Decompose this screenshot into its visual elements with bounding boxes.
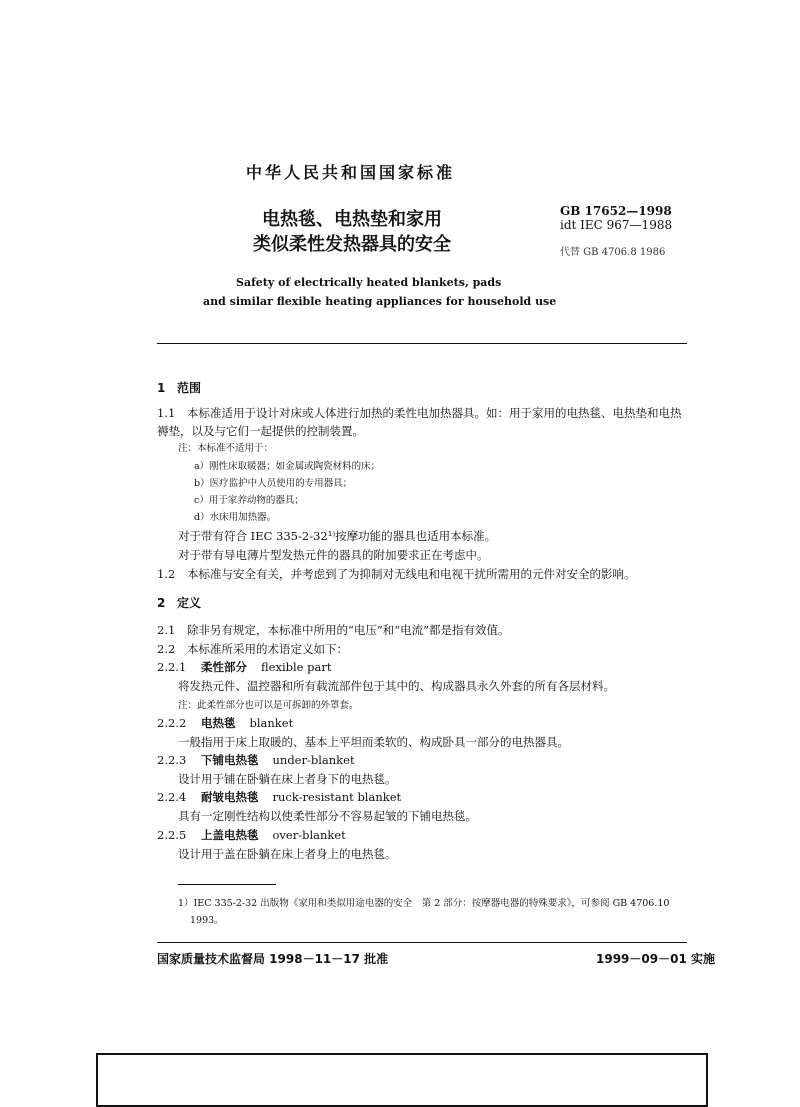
footnote-line2: 1993。 (190, 915, 224, 926)
standard-heading: 中华人民共和国国家标准 (246, 163, 456, 182)
issued-date: 国家质量技术监督局 1998－11－17 批准 (157, 952, 389, 966)
clause-text: 对于带有符合 IEC 335-2-32¹⁾按摩功能的器具也适用本标准。 (178, 529, 497, 543)
clause-text: 注：本标准不适用于： (178, 443, 274, 454)
clause-text: 注：此柔性部分也可以是可拆卸的外罩套。 (178, 700, 359, 711)
clause-number: 1.1 (157, 406, 176, 420)
body-line (157, 659, 331, 675)
body-line (178, 528, 496, 544)
body-line (178, 808, 477, 824)
clause-text: 具有一定刚性结构以使柔性部分不容易起皱的下铺电热毯。 (178, 809, 477, 823)
body-line (157, 594, 201, 611)
clause-text: c）用于家养动物的器具； (194, 495, 304, 506)
clause-text: 一般指用于床上取暖的、基本上平坦而柔软的、构成卧具一部分的电热器具。 (178, 735, 569, 749)
body-line (157, 379, 201, 396)
body-line (157, 789, 401, 805)
body-line (178, 734, 569, 750)
clause-text: 设计用于盖在卧躺在床上者身上的电热毯。 (178, 847, 397, 861)
body-line (178, 697, 359, 711)
clause-text: 褥垫，以及与它们一起提供的控制装置。 (157, 424, 364, 438)
clause-number: 2.2.3 (157, 753, 187, 767)
clause-text: d）水床用加热器。 (194, 512, 277, 523)
footnote-divider (178, 884, 276, 885)
title-en-line2: and similar flexible heating appliances for household use (203, 295, 557, 308)
effective-date: 1999－09－01 实施 (596, 952, 715, 966)
clause-text: 下铺电热毯 (201, 753, 259, 767)
body-line (178, 547, 489, 563)
term-english: over-blanket (272, 828, 346, 842)
clause-number: 2.2.5 (157, 828, 187, 842)
body-line (178, 771, 397, 787)
standard-code (560, 204, 672, 232)
clause-text: 上盖电热毯 (201, 828, 259, 842)
replaces-note: 代替 GB 4706.8 1986 (560, 247, 666, 258)
frame-box (96, 1053, 708, 1107)
body-line (194, 509, 276, 523)
bottom-divider (157, 942, 687, 943)
body-line (157, 715, 293, 731)
clause-text: 范围 (177, 381, 202, 395)
body-line (194, 475, 352, 489)
body-line (157, 566, 636, 582)
body-line (178, 846, 397, 862)
body-line (194, 492, 304, 506)
title-en-line1: Safety of electrically heated blankets, pads (236, 276, 502, 289)
title-zh-line2: 类似柔性发热器具的安全 (253, 234, 451, 255)
standard-equivalence: idt IEC 967—1988 (560, 218, 673, 232)
clause-text: 本标准与安全有关，并考虑到了为抑制对无线电和电视干扰所需用的元件对安全的影响。 (187, 567, 636, 581)
clause-text: b）医疗监护中人员使用的专用器具； (194, 478, 353, 489)
clause-text: 柔性部分 (201, 660, 247, 674)
clause-text: 耐皱电热毯 (201, 790, 259, 804)
term-english: under-blanket (272, 753, 355, 767)
body-line (178, 678, 615, 694)
clause-number: 1 (157, 381, 166, 395)
body-line (157, 827, 346, 843)
term-english: blanket (249, 716, 294, 730)
clause-number: 2.2.4 (157, 790, 187, 804)
clause-number: 2.1 (157, 623, 176, 637)
clause-text: 定义 (177, 596, 202, 610)
body-line (157, 752, 355, 768)
body-line (157, 641, 348, 657)
footnote-line1: 1）IEC 335-2-32 出版物《家用和类似用途电器的安全 第 2 部分：按摩器电器的特殊要求》，可参阅 GB 4706.10 (178, 898, 670, 909)
clause-text: 本标准所采用的术语定义如下： (187, 642, 348, 656)
top-divider (157, 343, 687, 344)
clause-text: 将发热元件、温控器和所有载流部件包于其中的、构成器具永久外套的所有各层材料。 (178, 679, 615, 693)
title-zh-line1: 电热毯、电热垫和家用 (262, 209, 442, 230)
clause-number: 1.2 (157, 567, 176, 581)
body-line (157, 622, 510, 638)
clause-number: 2.2.2 (157, 716, 187, 730)
clause-text: 本标准适用于设计对床或人体进行加热的柔性电加热器具。如：用于家用的电热毯、电热垫和电热 (187, 406, 682, 420)
body-line (194, 458, 380, 472)
body-line (157, 423, 364, 439)
clause-text: 除非另有规定，本标准中所用的“电压”和“电流”都是指有效值。 (187, 623, 510, 637)
clause-number: 2 (157, 596, 166, 610)
clause-text: 设计用于铺在卧躺在床上者身下的电热毯。 (178, 772, 397, 786)
clause-text: 电热毯 (201, 716, 236, 730)
clause-number: 2.2.1 (157, 660, 187, 674)
clause-text: 对于带有导电薄片型发热元件的器具的附加要求正在考虑中。 (178, 548, 489, 562)
clause-number: 2.2 (157, 642, 176, 656)
body-line (178, 440, 273, 454)
term-english: flexible part (261, 660, 332, 674)
body-line (157, 405, 682, 421)
standard-number: GB 17652—1998 (560, 204, 672, 218)
clause-text: a）刚性床取暖器；如金属或陶瓷材料的床； (194, 461, 381, 472)
term-english: ruck-resistant blanket (272, 790, 402, 804)
